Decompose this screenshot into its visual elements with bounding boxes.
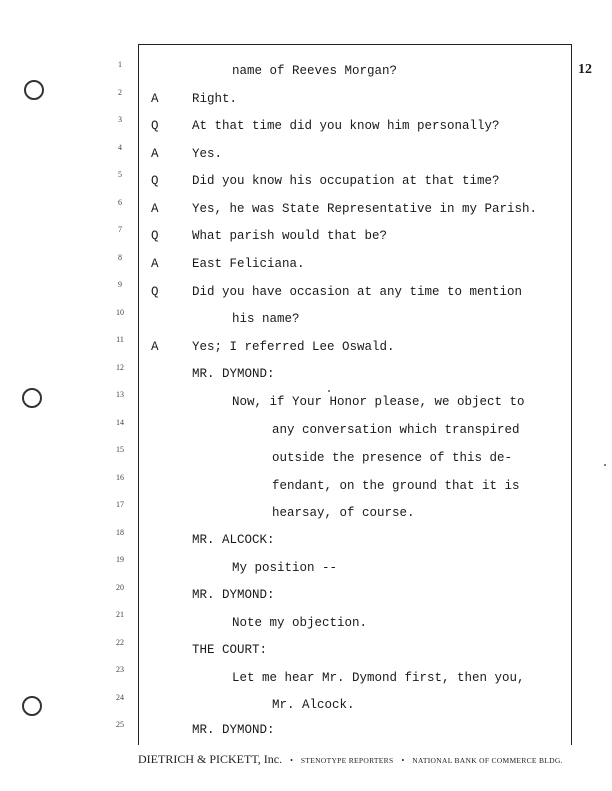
line-number: 2 xyxy=(118,88,122,97)
line-number: 23 xyxy=(116,665,124,674)
line-number: 15 xyxy=(116,445,124,454)
speaker-marker: Q xyxy=(151,174,159,188)
scan-speck xyxy=(604,464,606,466)
footer-address: NATIONAL BANK OF COMMERCE BLDG. xyxy=(412,756,563,765)
line-number: 20 xyxy=(116,583,124,592)
line-number: 8 xyxy=(118,253,122,262)
speaker-heading: MR. DYMOND: xyxy=(192,367,275,381)
reporter-footer xyxy=(138,752,570,767)
line-number: 17 xyxy=(116,500,124,509)
speaker-marker: Q xyxy=(151,229,159,243)
line-number: 13 xyxy=(116,390,124,399)
transcript-line: Let me hear Mr. Dymond first, then you, xyxy=(232,671,525,685)
speaker-marker: A xyxy=(151,147,159,161)
transcript-line: Note my objection. xyxy=(232,616,368,630)
line-number: 21 xyxy=(116,610,124,619)
transcript-line: Mr. Alcock. xyxy=(272,698,355,712)
transcript-line: East Feliciana. xyxy=(192,257,305,271)
line-number: 16 xyxy=(116,473,124,482)
line-number: 9 xyxy=(118,280,122,289)
transcript-line: My position -- xyxy=(232,561,338,575)
transcript-line: Yes, he was State Representative in my Parish. xyxy=(192,202,538,216)
transcript-line: What parish would that be? xyxy=(192,229,388,243)
transcript-line: Yes; I referred Lee Oswald. xyxy=(192,340,395,354)
footer-firm: DIETRICH & PICKETT, Inc. xyxy=(138,752,283,766)
transcript-line: hearsay, of course. xyxy=(272,506,415,520)
footer-service: STENOTYPE REPORTERS xyxy=(300,756,394,765)
line-number: 1 xyxy=(118,60,122,69)
transcript-line: Did you know his occupation at that time? xyxy=(192,174,500,188)
transcript-line: fendant, on the ground that it is xyxy=(272,479,520,493)
line-number: 22 xyxy=(116,638,124,647)
line-number: 11 xyxy=(116,335,124,344)
line-number: 19 xyxy=(116,555,124,564)
scan-speck xyxy=(328,390,330,392)
transcript-line: any conversation which transpired xyxy=(272,423,520,437)
transcript-line: At that time did you know him personally? xyxy=(192,119,500,133)
transcript-line: Right. xyxy=(192,92,238,106)
line-number: 25 xyxy=(116,720,124,729)
transcript-line: Did you have occasion at any time to mention xyxy=(192,285,523,299)
line-number: 10 xyxy=(116,308,124,317)
transcript-line: outside the presence of this de- xyxy=(272,451,513,465)
line-number: 7 xyxy=(118,225,122,234)
transcript-line: Now, if Your Honor please, we object to xyxy=(232,395,525,409)
separator-dot-icon: • xyxy=(290,756,293,765)
speaker-heading: THE COURT: xyxy=(192,643,268,657)
line-number: 5 xyxy=(118,170,122,179)
line-number: 12 xyxy=(116,363,124,372)
separator-dot-icon: • xyxy=(401,756,405,765)
speaker-heading: MR. ALCOCK: xyxy=(192,533,275,547)
transcript-line: name of Reeves Morgan? xyxy=(232,64,398,78)
speaker-marker: A xyxy=(151,257,159,271)
transcript-line: Yes. xyxy=(192,147,223,161)
speaker-heading: MR. DYMOND: xyxy=(192,723,275,737)
line-number: 4 xyxy=(118,143,122,152)
line-number: 3 xyxy=(118,115,122,124)
speaker-marker: A xyxy=(151,340,159,354)
line-number: 18 xyxy=(116,528,124,537)
line-number: 6 xyxy=(118,198,122,207)
speaker-heading: MR. DYMOND: xyxy=(192,588,275,602)
speaker-marker: A xyxy=(151,202,159,216)
line-number: 24 xyxy=(116,693,124,702)
line-number: 14 xyxy=(116,418,124,427)
transcript-line: his name? xyxy=(232,312,300,326)
speaker-marker: Q xyxy=(151,285,159,299)
binder-hole-bottom xyxy=(22,696,42,716)
speaker-marker: Q xyxy=(151,119,159,133)
speaker-marker: A xyxy=(151,92,159,106)
binder-hole-top xyxy=(24,80,44,100)
binder-hole-middle xyxy=(22,388,42,408)
page-number: 12 xyxy=(578,62,592,77)
